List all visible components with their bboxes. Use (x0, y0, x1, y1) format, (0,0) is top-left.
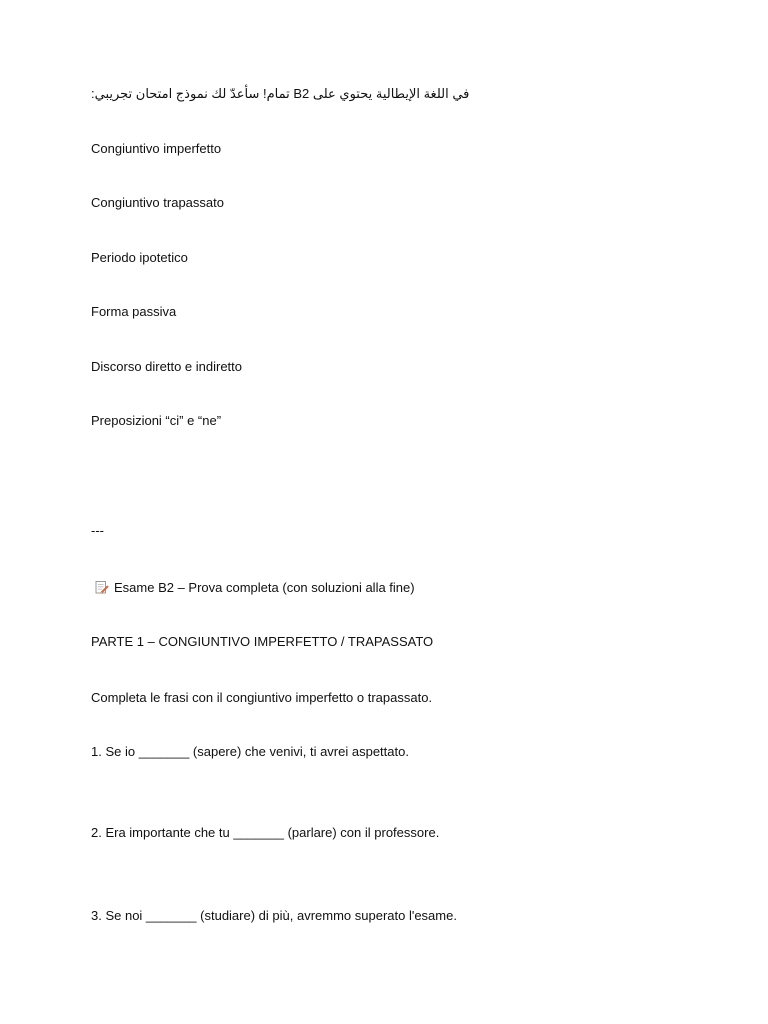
exercise-item: 1. Se io _______ (sapere) che venivi, ti avrei aspettato. (91, 744, 409, 759)
part1-instruction: Completa le frasi con il congiuntivo imperfetto o trapassato. (91, 690, 433, 705)
exam-title-text: Esame B2 – Prova completa (con soluzioni alla fine) (114, 580, 415, 595)
intro-text: في اللغة الإيطالية يحتوي على B2 تمام! سأعدّ لك نموذج امتحان تجريبي: (91, 86, 470, 101)
exercise-item: 3. Se noi _______ (studiare) di più, avremmo superato l'esame. (91, 908, 457, 923)
exam-title (91, 580, 415, 596)
topic-item: Congiuntivo imperfetto (91, 141, 222, 156)
topic-item: Preposizioni “ci” e “ne” (91, 413, 222, 428)
topic-item: Discorso diretto e indiretto (91, 359, 243, 374)
topic-item: Forma passiva (91, 304, 177, 319)
exercise-item: 2. Era importante che tu _______ (parlare) con il professore. (91, 825, 440, 840)
separator: --- (91, 523, 104, 538)
topic-item: Congiuntivo trapassato (91, 195, 224, 210)
topic-item: Periodo ipotetico (91, 250, 188, 265)
part1-heading: PARTE 1 – CONGIUNTIVO IMPERFETTO / TRAPASSATO (91, 634, 434, 649)
memo-icon (95, 580, 108, 594)
